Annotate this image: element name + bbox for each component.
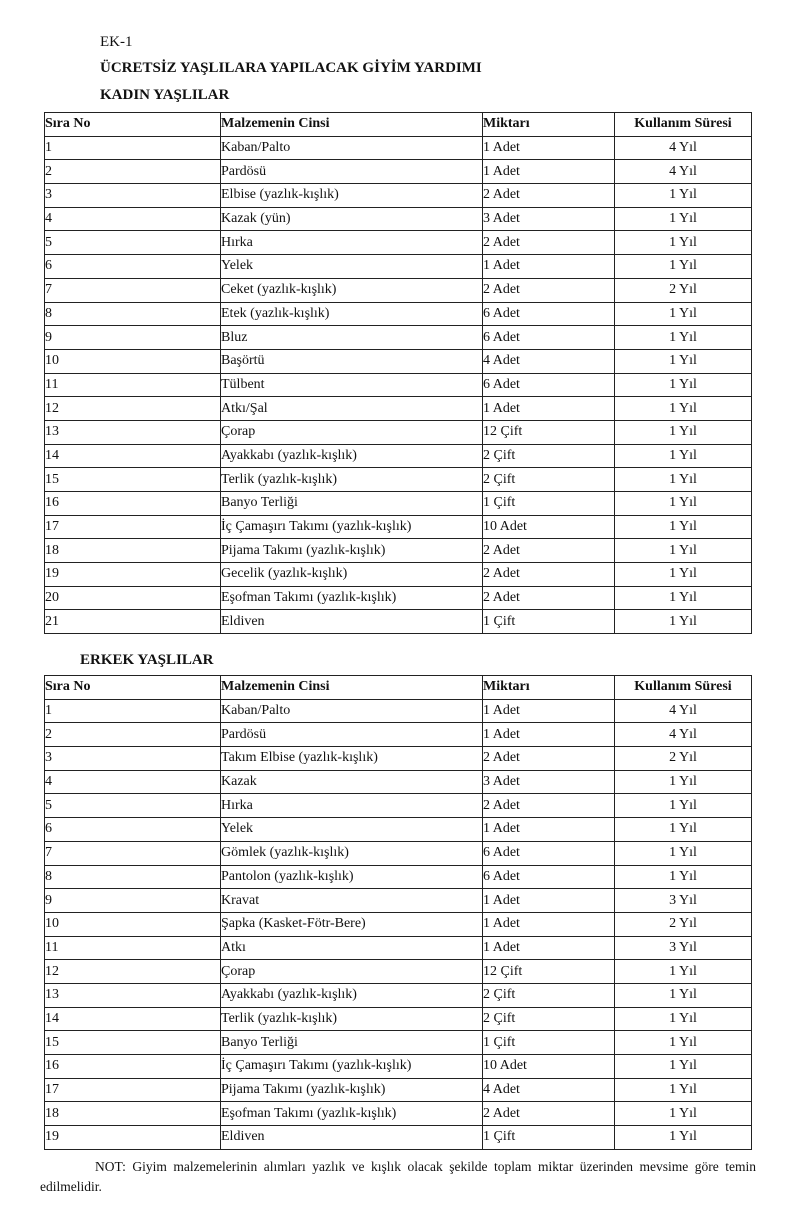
cell-quantity: 1 Çift bbox=[483, 1031, 615, 1055]
cell-no: 12 bbox=[45, 960, 221, 984]
cell-quantity: 1 Çift bbox=[483, 1126, 615, 1150]
cell-material: Eşofman Takımı (yazlık-kışlık) bbox=[221, 586, 483, 610]
cell-material: Pijama Takımı (yazlık-kışlık) bbox=[221, 539, 483, 563]
cell-quantity: 2 Adet bbox=[483, 747, 615, 771]
table-row bbox=[45, 1102, 752, 1126]
cell-quantity: 1 Adet bbox=[483, 699, 615, 723]
cell-material: Ceket (yazlık-kışlık) bbox=[221, 278, 483, 302]
men-clothing-table bbox=[44, 675, 752, 1150]
cell-no: 14 bbox=[45, 444, 221, 468]
cell-quantity: 3 Adet bbox=[483, 207, 615, 231]
cell-duration: 3 Yıl bbox=[615, 889, 752, 913]
cell-no: 12 bbox=[45, 397, 221, 421]
cell-duration: 1 Yıl bbox=[615, 326, 752, 350]
cell-no: 5 bbox=[45, 231, 221, 255]
cell-quantity: 4 Adet bbox=[483, 349, 615, 373]
cell-material: Eldiven bbox=[221, 1126, 483, 1150]
cell-duration: 1 Yıl bbox=[615, 1007, 752, 1031]
cell-duration: 1 Yıl bbox=[615, 1126, 752, 1150]
cell-quantity: 2 Çift bbox=[483, 983, 615, 1007]
cell-no: 14 bbox=[45, 1007, 221, 1031]
cell-duration: 1 Yıl bbox=[615, 563, 752, 587]
cell-material: Yelek bbox=[221, 255, 483, 279]
table-row bbox=[45, 912, 752, 936]
cell-material: Terlik (yazlık-kışlık) bbox=[221, 468, 483, 492]
cell-material: Atkı bbox=[221, 936, 483, 960]
table-row bbox=[45, 1031, 752, 1055]
cell-material: Pantolon (yazlık-kışlık) bbox=[221, 865, 483, 889]
column-header-duration: Kullanım Süresi bbox=[615, 113, 752, 137]
cell-duration: 1 Yıl bbox=[615, 841, 752, 865]
cell-no: 7 bbox=[45, 278, 221, 302]
cell-duration: 1 Yıl bbox=[615, 444, 752, 468]
cell-no: 2 bbox=[45, 723, 221, 747]
women-clothing-table bbox=[44, 112, 752, 634]
cell-no: 16 bbox=[45, 492, 221, 516]
cell-no: 11 bbox=[45, 373, 221, 397]
cell-material: Gömlek (yazlık-kışlık) bbox=[221, 841, 483, 865]
cell-quantity: 2 Çift bbox=[483, 1007, 615, 1031]
cell-material: Şapka (Kasket-Fötr-Bere) bbox=[221, 912, 483, 936]
cell-duration: 1 Yıl bbox=[615, 302, 752, 326]
cell-duration: 1 Yıl bbox=[615, 865, 752, 889]
cell-material: Pardösü bbox=[221, 723, 483, 747]
cell-no: 8 bbox=[45, 302, 221, 326]
cell-material: Terlik (yazlık-kışlık) bbox=[221, 1007, 483, 1031]
cell-quantity: 2 Adet bbox=[483, 563, 615, 587]
footnote: NOT: Giyim malzemelerinin alımları yazlık ve kışlık olacak şekilde toplam miktar üzerinden mevsime göre temin edilmelidir. bbox=[40, 1159, 756, 1194]
cell-duration: 1 Yıl bbox=[615, 1102, 752, 1126]
cell-duration: 3 Yıl bbox=[615, 936, 752, 960]
cell-quantity: 12 Çift bbox=[483, 420, 615, 444]
cell-duration: 1 Yıl bbox=[615, 794, 752, 818]
cell-duration: 1 Yıl bbox=[615, 770, 752, 794]
cell-no: 13 bbox=[45, 983, 221, 1007]
table-row bbox=[45, 397, 752, 421]
cell-no: 15 bbox=[45, 1031, 221, 1055]
cell-no: 6 bbox=[45, 255, 221, 279]
table-row bbox=[45, 841, 752, 865]
cell-duration: 1 Yıl bbox=[615, 1031, 752, 1055]
cell-no: 5 bbox=[45, 794, 221, 818]
document-title: ÜCRETSİZ YAŞLILARA YAPILACAK GİYİM YARDIMI bbox=[100, 60, 482, 76]
cell-material: Pardösü bbox=[221, 160, 483, 184]
cell-material: Yelek bbox=[221, 818, 483, 842]
cell-material: Başörtü bbox=[221, 349, 483, 373]
cell-quantity: 6 Adet bbox=[483, 326, 615, 350]
table-row bbox=[45, 889, 752, 913]
cell-no: 17 bbox=[45, 515, 221, 539]
cell-material: Kazak bbox=[221, 770, 483, 794]
cell-duration: 1 Yıl bbox=[615, 207, 752, 231]
cell-quantity: 2 Adet bbox=[483, 794, 615, 818]
cell-quantity: 1 Adet bbox=[483, 818, 615, 842]
cell-material: Atkı/Şal bbox=[221, 397, 483, 421]
cell-material: Elbise (yazlık-kışlık) bbox=[221, 184, 483, 208]
cell-quantity: 6 Adet bbox=[483, 841, 615, 865]
cell-duration: 1 Yıl bbox=[615, 349, 752, 373]
cell-quantity: 1 Çift bbox=[483, 492, 615, 516]
cell-no: 18 bbox=[45, 539, 221, 563]
cell-duration: 2 Yıl bbox=[615, 278, 752, 302]
women-table-body bbox=[45, 136, 752, 633]
cell-no: 18 bbox=[45, 1102, 221, 1126]
cell-duration: 1 Yıl bbox=[615, 610, 752, 634]
column-header-duration: Kullanım Süresi bbox=[615, 676, 752, 700]
table-row bbox=[45, 818, 752, 842]
cell-quantity: 2 Adet bbox=[483, 539, 615, 563]
cell-no: 19 bbox=[45, 563, 221, 587]
table-row bbox=[45, 1007, 752, 1031]
cell-duration: 1 Yıl bbox=[615, 1055, 752, 1079]
cell-material: Bluz bbox=[221, 326, 483, 350]
cell-duration: 1 Yıl bbox=[615, 373, 752, 397]
cell-material: Hırka bbox=[221, 231, 483, 255]
table-row bbox=[45, 278, 752, 302]
cell-no: 9 bbox=[45, 326, 221, 350]
table-row bbox=[45, 444, 752, 468]
cell-duration: 1 Yıl bbox=[615, 468, 752, 492]
cell-quantity: 2 Adet bbox=[483, 231, 615, 255]
cell-quantity: 2 Çift bbox=[483, 468, 615, 492]
cell-material: Kaban/Palto bbox=[221, 136, 483, 160]
cell-material: İç Çamaşırı Takımı (yazlık-kışlık) bbox=[221, 515, 483, 539]
cell-quantity: 1 Çift bbox=[483, 610, 615, 634]
cell-duration: 1 Yıl bbox=[615, 539, 752, 563]
cell-duration: 1 Yıl bbox=[615, 231, 752, 255]
cell-duration: 4 Yıl bbox=[615, 136, 752, 160]
table-row bbox=[45, 492, 752, 516]
cell-duration: 2 Yıl bbox=[615, 747, 752, 771]
table-row bbox=[45, 420, 752, 444]
table-row bbox=[45, 1126, 752, 1150]
men-table-body bbox=[45, 699, 752, 1149]
column-header-quantity: Miktarı bbox=[483, 676, 615, 700]
cell-quantity: 1 Adet bbox=[483, 912, 615, 936]
cell-material: Eldiven bbox=[221, 610, 483, 634]
cell-no: 21 bbox=[45, 610, 221, 634]
cell-quantity: 1 Adet bbox=[483, 723, 615, 747]
cell-quantity: 2 Adet bbox=[483, 1102, 615, 1126]
cell-no: 3 bbox=[45, 184, 221, 208]
cell-material: Kravat bbox=[221, 889, 483, 913]
table-row bbox=[45, 539, 752, 563]
cell-no: 7 bbox=[45, 841, 221, 865]
cell-material: Kazak (yün) bbox=[221, 207, 483, 231]
table-row bbox=[45, 563, 752, 587]
cell-duration: 1 Yıl bbox=[615, 255, 752, 279]
cell-material: Gecelik (yazlık-kışlık) bbox=[221, 563, 483, 587]
column-header-no: Sıra No bbox=[45, 676, 221, 700]
cell-quantity: 6 Adet bbox=[483, 302, 615, 326]
table-header-row bbox=[45, 676, 752, 700]
table-row bbox=[45, 515, 752, 539]
cell-quantity: 6 Adet bbox=[483, 373, 615, 397]
cell-no: 9 bbox=[45, 889, 221, 913]
cell-no: 4 bbox=[45, 770, 221, 794]
cell-material: Banyo Terliği bbox=[221, 492, 483, 516]
cell-no: 17 bbox=[45, 1078, 221, 1102]
table-row bbox=[45, 468, 752, 492]
column-header-material: Malzemenin Cinsi bbox=[221, 113, 483, 137]
cell-duration: 1 Yıl bbox=[615, 983, 752, 1007]
cell-quantity: 1 Adet bbox=[483, 889, 615, 913]
table-header-row bbox=[45, 113, 752, 137]
cell-duration: 4 Yıl bbox=[615, 160, 752, 184]
cell-quantity: 1 Adet bbox=[483, 397, 615, 421]
cell-no: 1 bbox=[45, 136, 221, 160]
cell-material: Pijama Takımı (yazlık-kışlık) bbox=[221, 1078, 483, 1102]
table-row bbox=[45, 960, 752, 984]
cell-material: Kaban/Palto bbox=[221, 699, 483, 723]
cell-no: 6 bbox=[45, 818, 221, 842]
table-row bbox=[45, 747, 752, 771]
cell-duration: 1 Yıl bbox=[615, 184, 752, 208]
cell-duration: 1 Yıl bbox=[615, 1078, 752, 1102]
cell-material: Takım Elbise (yazlık-kışlık) bbox=[221, 747, 483, 771]
table-row bbox=[45, 936, 752, 960]
table-row bbox=[45, 983, 752, 1007]
cell-material: Ayakkabı (yazlık-kışlık) bbox=[221, 444, 483, 468]
cell-duration: 1 Yıl bbox=[615, 420, 752, 444]
cell-no: 15 bbox=[45, 468, 221, 492]
cell-no: 11 bbox=[45, 936, 221, 960]
women-section-title: KADIN YAŞLILAR bbox=[100, 87, 230, 103]
table-row bbox=[45, 699, 752, 723]
table-row bbox=[45, 794, 752, 818]
table-row bbox=[45, 136, 752, 160]
cell-quantity: 1 Adet bbox=[483, 255, 615, 279]
cell-material: Çorap bbox=[221, 960, 483, 984]
cell-material: Tülbent bbox=[221, 373, 483, 397]
cell-no: 20 bbox=[45, 586, 221, 610]
cell-no: 8 bbox=[45, 865, 221, 889]
cell-material: Çorap bbox=[221, 420, 483, 444]
cell-quantity: 10 Adet bbox=[483, 515, 615, 539]
cell-duration: 4 Yıl bbox=[615, 723, 752, 747]
cell-material: Ayakkabı (yazlık-kışlık) bbox=[221, 983, 483, 1007]
cell-material: Banyo Terliği bbox=[221, 1031, 483, 1055]
cell-duration: 1 Yıl bbox=[615, 397, 752, 421]
table-row bbox=[45, 1078, 752, 1102]
table-row bbox=[45, 723, 752, 747]
cell-quantity: 1 Adet bbox=[483, 136, 615, 160]
cell-duration: 2 Yıl bbox=[615, 912, 752, 936]
table-row bbox=[45, 326, 752, 350]
cell-quantity: 2 Adet bbox=[483, 278, 615, 302]
cell-quantity: 1 Adet bbox=[483, 160, 615, 184]
cell-quantity: 2 Çift bbox=[483, 444, 615, 468]
table-row bbox=[45, 349, 752, 373]
cell-no: 10 bbox=[45, 912, 221, 936]
cell-quantity: 10 Adet bbox=[483, 1055, 615, 1079]
cell-quantity: 12 Çift bbox=[483, 960, 615, 984]
cell-duration: 1 Yıl bbox=[615, 818, 752, 842]
cell-no: 3 bbox=[45, 747, 221, 771]
cell-duration: 1 Yıl bbox=[615, 960, 752, 984]
cell-no: 1 bbox=[45, 699, 221, 723]
cell-material: Etek (yazlık-kışlık) bbox=[221, 302, 483, 326]
cell-no: 16 bbox=[45, 1055, 221, 1079]
table-row bbox=[45, 1055, 752, 1079]
table-row bbox=[45, 302, 752, 326]
cell-quantity: 2 Adet bbox=[483, 586, 615, 610]
table-row bbox=[45, 231, 752, 255]
table-row bbox=[45, 373, 752, 397]
table-row bbox=[45, 770, 752, 794]
men-section-title: ERKEK YAŞLILAR bbox=[80, 652, 214, 668]
cell-quantity: 6 Adet bbox=[483, 865, 615, 889]
cell-material: İç Çamaşırı Takımı (yazlık-kışlık) bbox=[221, 1055, 483, 1079]
cell-duration: 1 Yıl bbox=[615, 492, 752, 516]
cell-material: Eşofman Takımı (yazlık-kışlık) bbox=[221, 1102, 483, 1126]
table-row bbox=[45, 610, 752, 634]
cell-no: 4 bbox=[45, 207, 221, 231]
column-header-no: Sıra No bbox=[45, 113, 221, 137]
cell-quantity: 2 Adet bbox=[483, 184, 615, 208]
cell-quantity: 3 Adet bbox=[483, 770, 615, 794]
annex-label: EK-1 bbox=[100, 34, 133, 50]
table-row bbox=[45, 255, 752, 279]
table-row bbox=[45, 586, 752, 610]
table-row bbox=[45, 207, 752, 231]
cell-no: 19 bbox=[45, 1126, 221, 1150]
cell-quantity: 4 Adet bbox=[483, 1078, 615, 1102]
cell-duration: 1 Yıl bbox=[615, 586, 752, 610]
cell-duration: 1 Yıl bbox=[615, 515, 752, 539]
cell-duration: 4 Yıl bbox=[615, 699, 752, 723]
cell-material: Hırka bbox=[221, 794, 483, 818]
table-row bbox=[45, 160, 752, 184]
table-row bbox=[45, 184, 752, 208]
cell-quantity: 1 Adet bbox=[483, 936, 615, 960]
column-header-quantity: Miktarı bbox=[483, 113, 615, 137]
cell-no: 2 bbox=[45, 160, 221, 184]
cell-no: 10 bbox=[45, 349, 221, 373]
column-header-material: Malzemenin Cinsi bbox=[221, 676, 483, 700]
table-row bbox=[45, 865, 752, 889]
cell-no: 13 bbox=[45, 420, 221, 444]
